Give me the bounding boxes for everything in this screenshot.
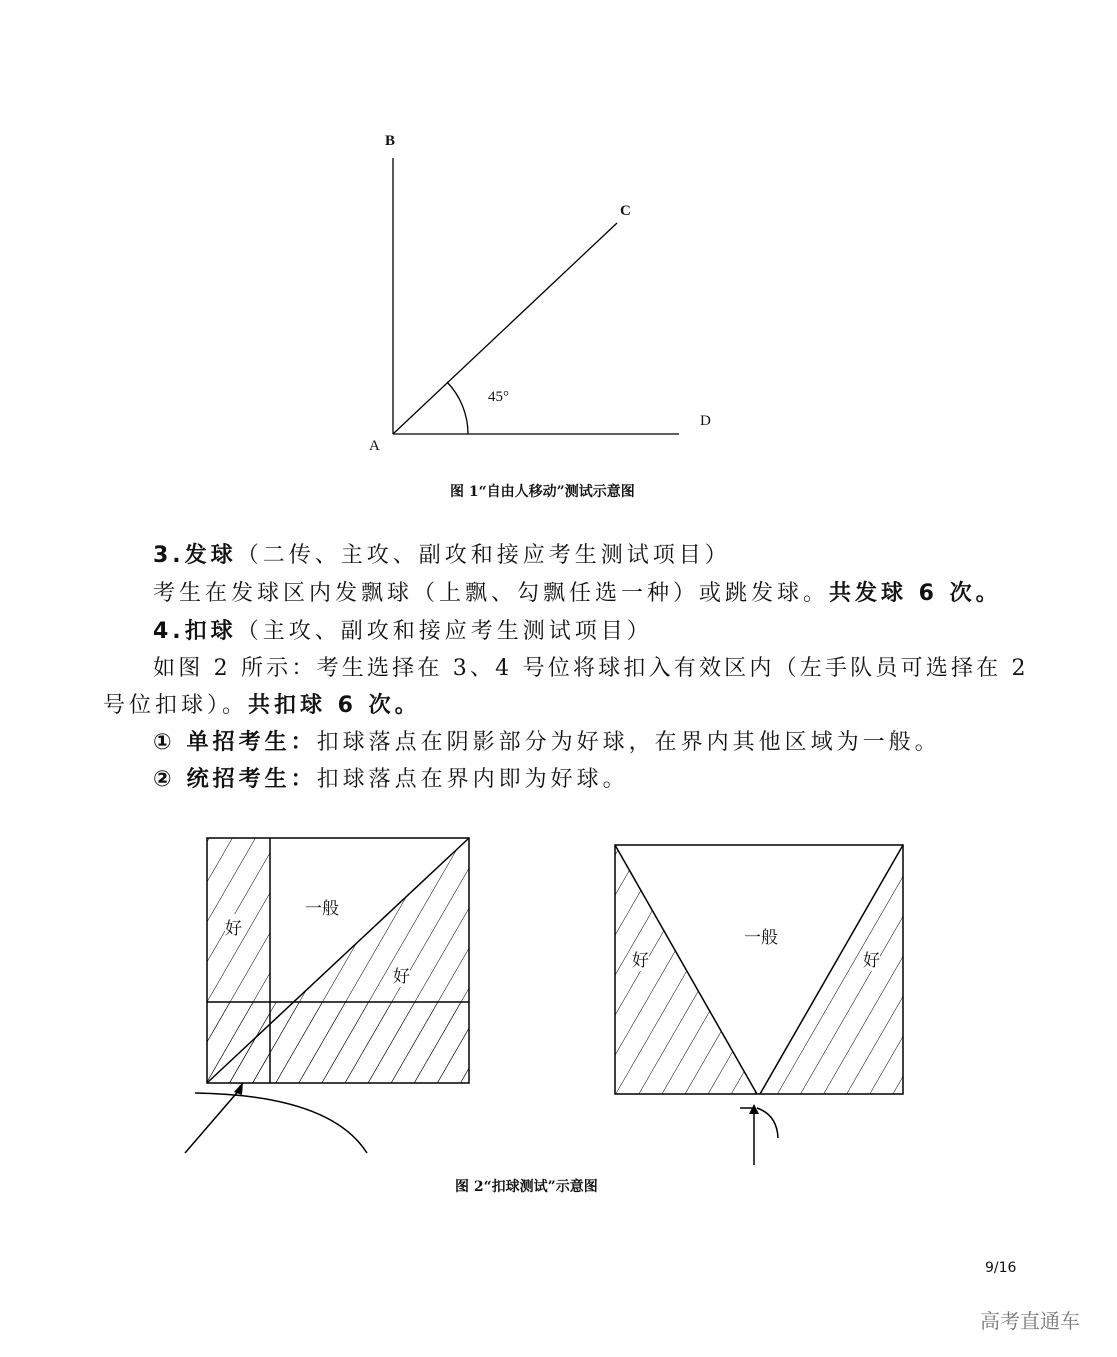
- section-3-body: [153, 581, 1002, 607]
- watermark: 高考直通车: [980, 1309, 1080, 1333]
- point-label-b: B: [385, 133, 396, 149]
- item-text: 扣球落点在阴影部分为好球，在界内其他区域为一般。: [316, 730, 941, 755]
- section-4-heading: [153, 619, 653, 645]
- section-4-body-line-2: [103, 693, 421, 719]
- section-4-body-line-1: 如图 2 所示：考生选择在 3、4 号位将球扣入有效区内（左手队员可选择在 2: [153, 656, 1029, 681]
- figure-2-right-court: [615, 845, 903, 1165]
- item-label: 单招考生：: [186, 730, 317, 755]
- figure-2-left-court: [185, 838, 469, 1153]
- list-item-1: [153, 730, 941, 756]
- arrow-head-icon: [749, 1104, 759, 1114]
- right-good-label-1: 好: [632, 946, 649, 971]
- page-number: 9/16: [985, 1260, 1017, 1276]
- heading-note: （二传、主攻、副攻和接应考生测试项目）: [236, 543, 731, 568]
- heading-title: 发球: [184, 543, 237, 568]
- heading-number: 3.: [153, 543, 185, 568]
- item-label: 统招考生：: [186, 767, 317, 792]
- list-marker: ①: [153, 730, 176, 755]
- point-label-d: D: [700, 413, 711, 429]
- body-bold: 共扣球 6 次。: [248, 693, 421, 718]
- point-label-c: C: [620, 203, 631, 219]
- arrow-head-icon: [234, 1082, 243, 1095]
- body-bold: 共发球 6 次。: [829, 581, 1002, 606]
- approach-arc: [757, 1108, 778, 1138]
- left-normal-label: 一般: [305, 899, 339, 919]
- heading-note: （主攻、副攻和接应考生测试项目）: [236, 619, 653, 644]
- list-marker: ②: [153, 767, 176, 792]
- heading-number: 4.: [153, 619, 185, 644]
- body-text: 号位扣球）。: [103, 693, 249, 718]
- angle-arc: [447, 382, 468, 434]
- item-text: 扣球落点在界内即为好球。: [316, 767, 629, 792]
- right-normal-label: 一般: [744, 928, 778, 948]
- heading-title: 扣球: [184, 619, 237, 644]
- right-good-label-2: 好: [863, 946, 880, 971]
- approach-arc: [195, 1093, 367, 1153]
- left-good-label-1: 好: [225, 914, 242, 939]
- left-good-label-2: 好: [393, 962, 410, 987]
- section-3-heading: [153, 543, 731, 569]
- list-item-2: [153, 767, 629, 793]
- body-text: 考生在发球区内发飘球（上飘、勾飘任选一种）或跳发球。: [153, 581, 830, 606]
- figure-2-caption: 图 2“扣球测试”示意图: [455, 1179, 598, 1195]
- point-label-a: A: [369, 438, 380, 454]
- figure-1-caption: 图 1“自由人移动”测试示意图: [450, 484, 635, 500]
- angle-label: 45°: [488, 389, 509, 405]
- attack-arrow: [185, 1088, 241, 1153]
